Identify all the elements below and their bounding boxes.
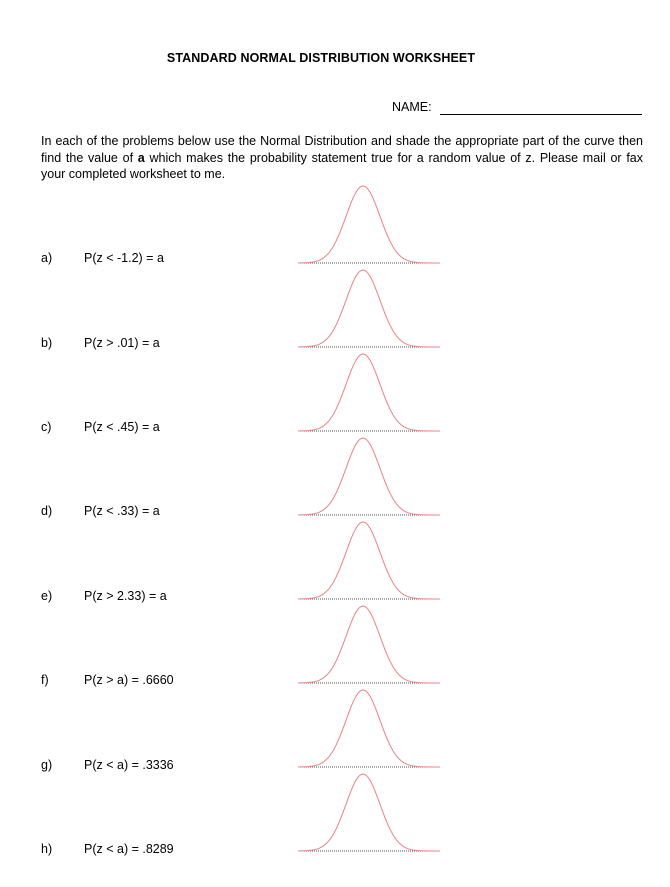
instructions-variable: a [137, 150, 145, 165]
problem-statement: P(z < .33) = a [84, 504, 160, 518]
problem-label: f) [41, 673, 49, 687]
name-field-line[interactable] [440, 114, 642, 115]
problem-label: a) [41, 251, 53, 265]
problem [0, 436, 670, 520]
problem-statement: P(z < a) = .3336 [84, 758, 174, 772]
instructions [41, 133, 643, 183]
bell-curve-line [298, 270, 440, 347]
problem-statement: P(z > a) = .6660 [84, 673, 174, 687]
bell-curve-line [298, 186, 440, 263]
problem [0, 268, 670, 352]
problem-statement: P(z < -1.2) = a [84, 251, 164, 265]
bell-curve-line [298, 774, 440, 851]
problem [0, 772, 670, 856]
bell-curve-line [298, 354, 440, 431]
problem [0, 688, 670, 772]
problem-statement: P(z < .45) = a [84, 420, 160, 434]
problem [0, 520, 670, 604]
normal-curve[interactable] [298, 184, 440, 268]
instructions-text-end: which makes the probability statement true for a random value of z. Please mail or fax your completed worksheet to me. [41, 150, 643, 181]
normal-curve[interactable] [298, 436, 440, 520]
problem-statement: P(z < a) = .8289 [84, 842, 174, 856]
name-label: NAME: [392, 100, 432, 114]
problem [0, 604, 670, 688]
normal-curve[interactable] [298, 772, 440, 856]
normal-curve[interactable] [298, 520, 440, 604]
bell-curve-line [298, 438, 440, 515]
worksheet-title: STANDARD NORMAL DISTRIBUTION WORKSHEET [166, 51, 476, 65]
bell-curve-line [298, 522, 440, 599]
normal-curve[interactable] [298, 688, 440, 772]
normal-curve[interactable] [298, 268, 440, 352]
problem-label: g) [41, 758, 53, 772]
problem-label: e) [41, 589, 53, 603]
problem [0, 352, 670, 436]
instructions-text-start: In each of the problems below use the Normal Distribution and shade the appropriate part of the curve then find the value of [41, 134, 643, 165]
problem [0, 184, 670, 268]
problem-label: b) [41, 336, 53, 350]
problem-label: d) [41, 504, 53, 518]
bell-curve-line [298, 606, 440, 683]
problem-label: h) [41, 842, 53, 856]
bell-curve-line [298, 690, 440, 767]
normal-curve[interactable] [298, 604, 440, 688]
problem-statement: P(z > 2.33) = a [84, 589, 167, 603]
problem-statement: P(z > .01) = a [84, 336, 160, 350]
normal-curve[interactable] [298, 352, 440, 436]
problem-label: c) [41, 420, 52, 434]
